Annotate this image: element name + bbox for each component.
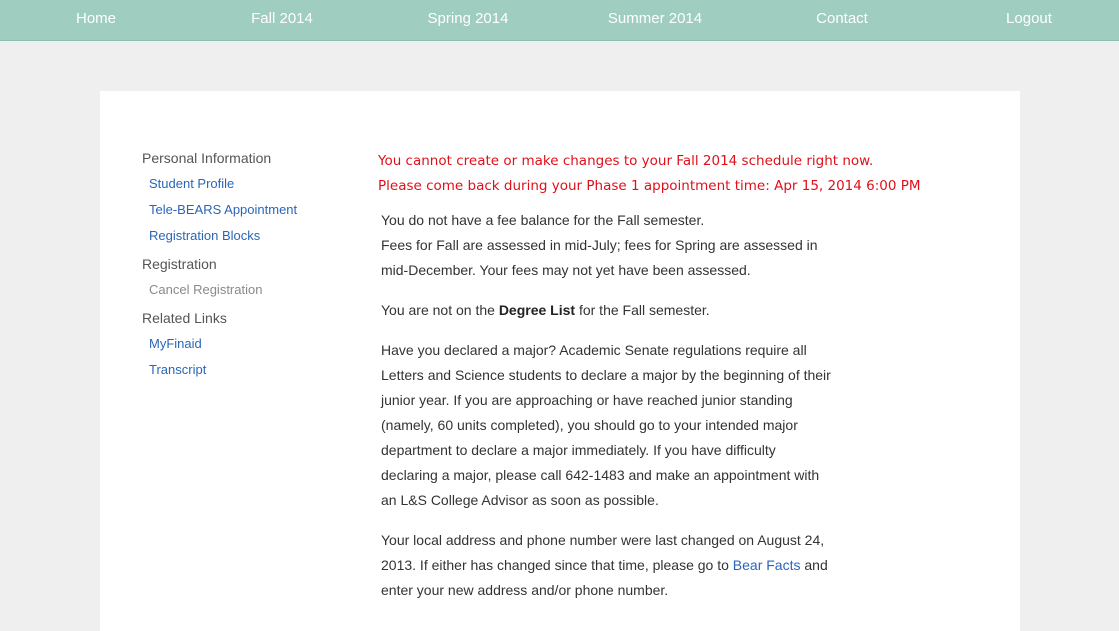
declare-major-text: Have you declared a major? Academic Senate regulations require all Letters and Science students to declare a major by the beginning of their junior year. If you are approaching or have reached junior standing (namely, 60 units completed), you should go to your intended major department to declare a major immediately. If you have difficulty declaring a major, please call 642-1483 and make an appointment with an L&S College Advisor as soon as possible.: [381, 342, 831, 508]
nav-contact[interactable]: Contact: [816, 10, 868, 27]
schedule-alert-line-2: Please come back during your Phase 1 appointment time: Apr 15, 2014 6:00 PM: [378, 178, 921, 194]
sidebar-heading-personal-information: Personal Information: [142, 150, 272, 166]
top-navigation: [0, 0, 1119, 41]
sidebar-item-myfinaid[interactable]: MyFinaid: [149, 336, 202, 351]
nav-spring-2014[interactable]: Spring 2014: [427, 10, 509, 27]
sidebar-item-telebears-appointment[interactable]: Tele-BEARS Appointment: [149, 202, 298, 217]
fee-assessment-text: Fees for Fall are assessed in mid-July; fees for Spring are assessed in mid-December. Your fees may not yet have been assessed.: [381, 237, 818, 278]
nav-summer-2014[interactable]: Summer 2014: [607, 10, 703, 27]
degree-list-text-after: for the Fall semester.: [575, 302, 710, 318]
address-text-after: and enter your new address and/or phone number.: [381, 557, 828, 598]
sidebar-item-cancel-registration: Cancel Registration: [149, 282, 263, 297]
degree-list-text-before: You are not on the: [381, 302, 499, 318]
sidebar-heading-registration: Registration: [142, 256, 217, 272]
schedule-alert-line-1: You cannot create or make changes to your Fall 2014 schedule right now.: [378, 153, 874, 169]
sidebar-item-student-profile[interactable]: Student Profile: [149, 176, 235, 191]
address-section: [381, 528, 836, 603]
degree-list-emphasis: Degree List: [498, 302, 576, 318]
nav-logout[interactable]: Logout: [1006, 10, 1052, 27]
bear-facts-link[interactable]: Bear Facts: [732, 557, 801, 573]
fee-balance-text: You do not have a fee balance for the Fall semester.: [381, 212, 705, 228]
sidebar-item-transcript[interactable]: Transcript: [149, 362, 207, 377]
address-text-before: Your local address and phone number were last changed on August 24, 2013. If either has changed since that time, please go to: [381, 532, 825, 573]
nav-fall-2014[interactable]: Fall 2014: [251, 10, 313, 27]
sidebar-item-registration-blocks[interactable]: Registration Blocks: [149, 228, 261, 243]
sidebar: [142, 148, 342, 386]
content-card: [100, 91, 1020, 631]
sidebar-heading-related-links: Related Links: [142, 310, 227, 326]
fee-balance-section: [381, 208, 836, 283]
nav-home[interactable]: Home: [75, 10, 116, 27]
main-content: [378, 149, 921, 618]
degree-list-section: [381, 298, 836, 323]
